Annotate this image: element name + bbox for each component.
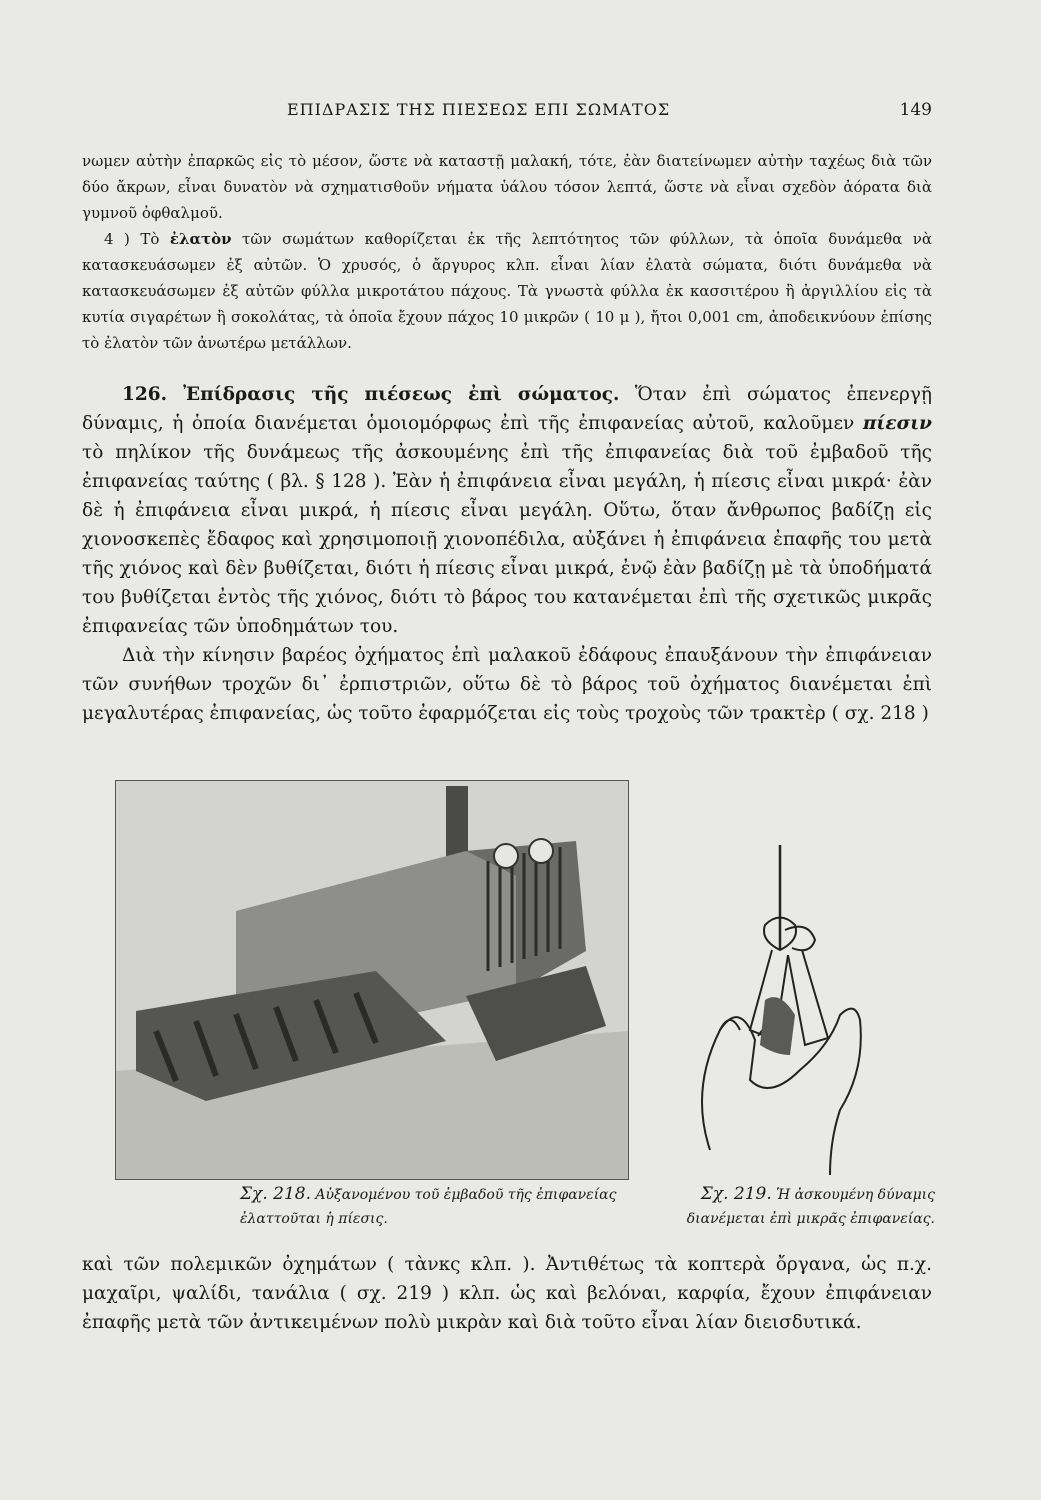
page-number: 149 — [899, 100, 932, 120]
intro-paragraph-1: νωμεν αὐτὴν ἐπαρκῶς εἰς τὸ μέσον, ὥστε νὰ καταστῇ μαλακή, τότε, ἐὰν διατείνωμεν αὐτὴν ταχέως διὰ τῶν δύο ἄκρων, εἶναι δυνατὸν νὰ σχηματισθοῦν νήματα ὑάλου τόσον λεπτά, ὥστε νὰ εἶναι σχεδὸν ἀόρατα διὰ γυμνοῦ ὀφθαλμοῦ. — [82, 152, 932, 222]
fig-219-text: Ἡ ἀσκουμένη δύναμις διανέμεται ἐπὶ μικρᾶς ἐπιφανείας. — [686, 1187, 935, 1227]
running-head: ΕΠΙΔΡΑΣΙΣ ΤΗΣ ΠΙΕΣΕΩΣ ΕΠΙ ΣΩΜΑΤΟΣ — [287, 100, 671, 119]
section-126 — [82, 380, 932, 728]
fig-218-number: Σχ. 218. — [240, 1184, 311, 1204]
pliers-drawing — [680, 840, 880, 1180]
fig-219-number: Σχ. 219. — [700, 1184, 772, 1204]
closing-paragraph: καὶ τῶν πολεμικῶν ὀχημάτων ( τὰνκς κλπ. ). Ἀντιθέτως τὰ κοπτερὰ ὄργανα, ὡς π.χ. μαχαῖρι, ψαλίδι, τανάλια ( σχ. 219 ) κλπ. ὡς καὶ βελόναι, καρφία, ἔχουν ἐπιφάνειαν ἐπαφῆς μετὰ τῶν ἀντικειμένων πολὺ μικρὰν καὶ διὰ τοῦτο εἶναι λίαν διεισδυτικά. — [82, 1254, 932, 1333]
intro-paragraph-2: 4 ) Τὸ ἐλατὸν τῶν σωμάτων καθορίζεται ἐκ τῆς λεπτότητος τῶν φύλλων, τὰ ὁποῖα δυνάμεθα νὰ κατασκευάσωμεν ἐξ αὐτῶν. Ὁ χρυσός, ὁ ἄργυρος κλπ. εἶναι λίαν ἐλατὰ σώματα, διότι δυνάμεθα νὰ κατασκευάσωμεν ἐξ αὐτῶν φύλλα μικροτάτου πάχους. Τὰ γνωστὰ φύλλα ἐκ κασσιτέρου ἢ ἀργιλλίου εἰς τὰ κυτία σιγαρέτων ἢ σοκολάτας, τὰ ὁποῖα ἔχουν πάχος 10 μικρῶν ( 10 μ ), ἤτοι 0,001 cm, ἀποδεικνύουν ἐπίσης τὸ ἐλατὸν τῶν ἀνωτέρω μετάλλων. — [82, 230, 932, 352]
tractor-photo — [115, 780, 629, 1180]
closing-text — [82, 1250, 932, 1337]
term-elaton: ἐλατὸν — [169, 230, 232, 248]
section-paragraph-2: Διὰ τὴν κίνησιν βαρέος ὀχήματος ἐπὶ μαλακοῦ ἐδάφους ἐπαυξάνουν τὴν ἐπιφάνειαν τῶν συνήθων τροχῶν δι᾽ ἐρπιστριῶν, οὕτω δὲ τὸ βάρος τοῦ ὀχήματος διανέμεται ἐπὶ μεγαλυτέρας ἐπιφανείας, ὡς τοῦτο ἐφαρμόζεται εἰς τοὺς τροχοὺς τῶν τρακτὲρ ( σχ. 218 ) — [82, 645, 932, 724]
fig-218-text: Αὐξανομένου τοῦ ἐμβαδοῦ τῆς ἐπιφανείας ἐλαττοῦται ἡ πίεσις. — [240, 1187, 617, 1227]
section-heading: 126. Ἐπίδρασις τῆς πιέσεως ἐπὶ σώματος. — [122, 384, 620, 405]
page-header — [82, 100, 932, 124]
section-paragraph-1: 126. Ἐπίδρασις τῆς πιέσεως ἐπὶ σώματος. Ὅταν ἐπὶ σώματος ἐπενεργῇ δύναμις, ἡ ὁποία διανέμεται ὁμοιομόρφως ἐπὶ τῆς ἐπιφανείας αὐτοῦ, καλοῦμεν πίεσιν τὸ πηλίκον τῆς δυνάμεως τῆς ἀσκουμένης ἐπὶ τῆς ἐπιφανείας διὰ τοῦ ἐμβαδοῦ τῆς ἐπιφανείας ταύτης ( βλ. § 128 ). Ἐὰν ἡ ἐπιφάνεια εἶναι μεγάλη, ἡ πίεσις εἶναι μικρά· ἐὰν δὲ ἡ ἐπιφάνεια εἶναι μικρά, ἡ πίεσις εἶναι μεγάλη. Οὕτω, ὅταν ἄνθρωπος βαδίζῃ εἰς χιονοσκεπὲς ἔδαφος καὶ χρησιμοποιῇ χιονοπέδιλα, αὐξάνει ἡ ἐπιφάνεια ἐπαφῆς του μετὰ τῆς χιόνος καὶ δὲν βυθίζεται, διότι ἡ πίεσις εἶναι μικρά, ἐνῷ ἐὰν βαδίζῃ μὲ τὰ ὑποδήματά του βυθίζεται ἐντὸς τῆς χιόνος, διότι τὸ βάρος του κατανέμεται ἐπὶ τῆς σχετικῶς μικρᾶς ἐπιφανείας τῶν ὑποδημάτων του. — [82, 384, 932, 637]
term-piesin: πίεσιν — [862, 413, 932, 434]
caption-fig-219 — [630, 1182, 935, 1231]
intro-text — [82, 148, 932, 356]
